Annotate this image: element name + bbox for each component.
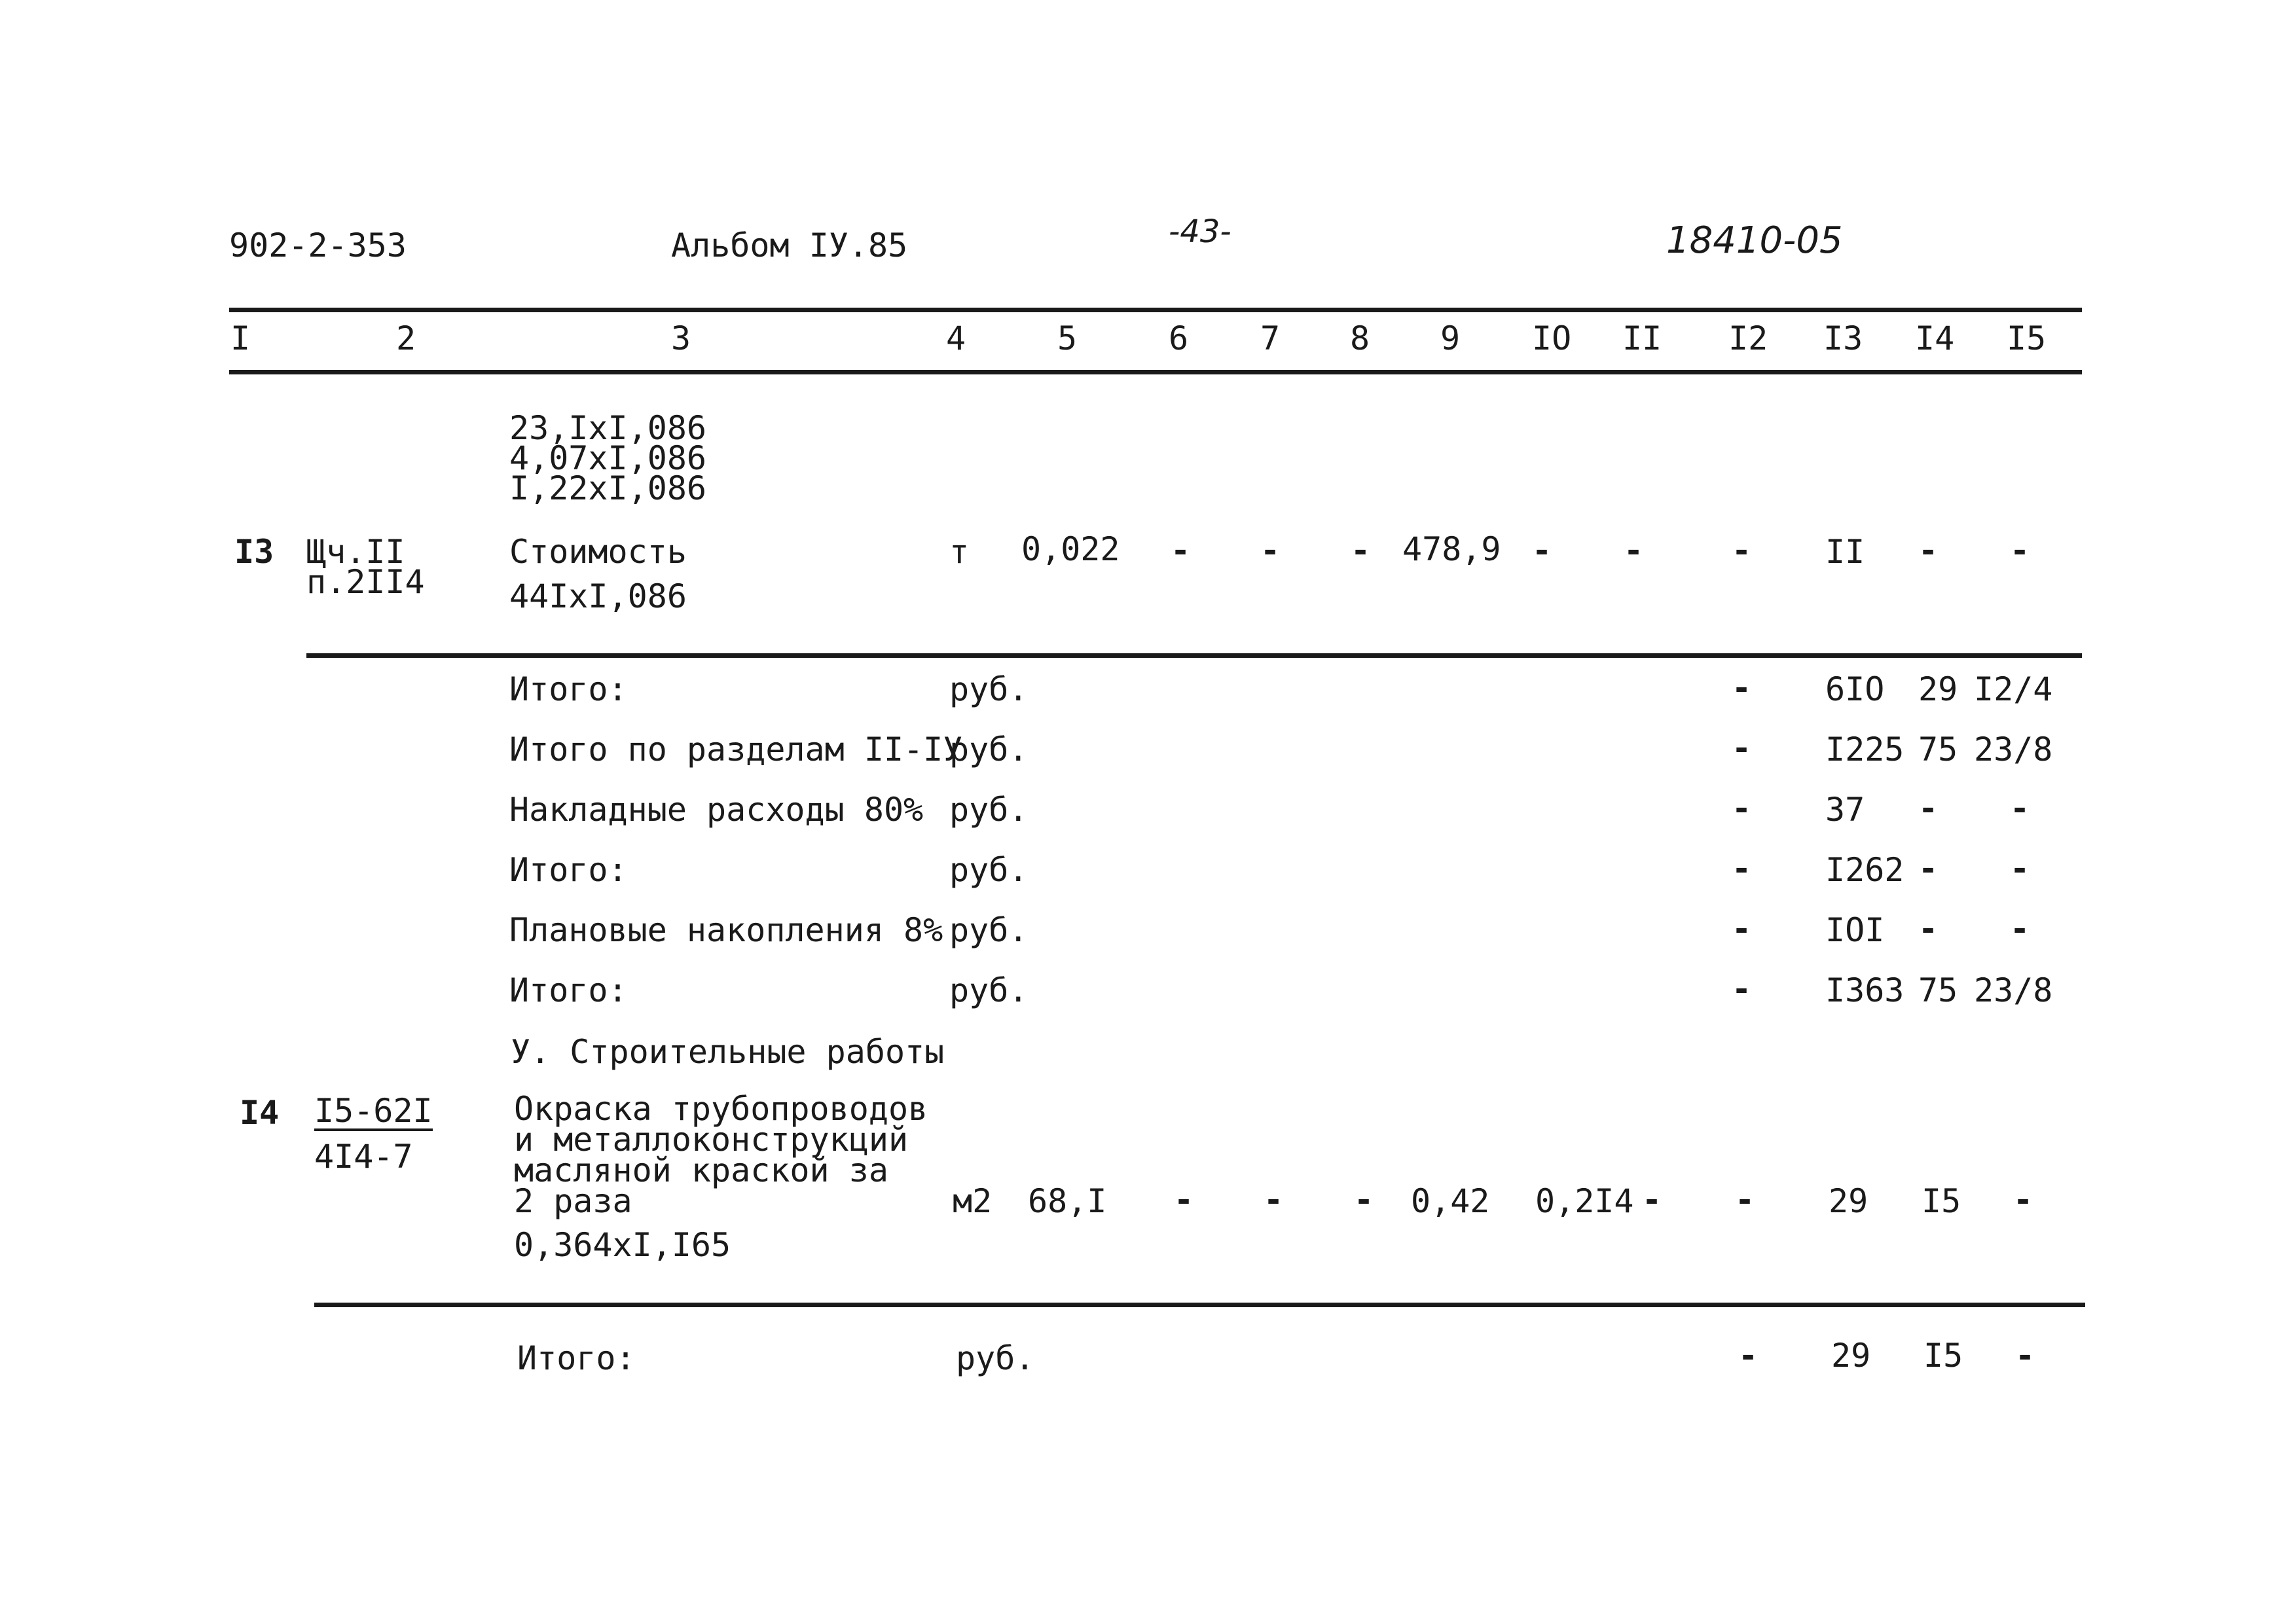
summary-c14: -	[1918, 789, 1939, 827]
final-total-c15: -	[2015, 1337, 2035, 1375]
summary-c13: I363	[1825, 971, 1904, 1009]
summary-label: Итого:	[509, 851, 628, 889]
row-c7: -	[1260, 532, 1281, 569]
summary-label: Накладные расходы 80%	[509, 791, 924, 829]
summary-c13: IOI	[1825, 911, 1885, 949]
col-header-8: 8	[1350, 319, 1370, 357]
row-name: Стоимость	[509, 533, 687, 571]
row-c9: 0,42	[1411, 1182, 1490, 1220]
row-c12: -	[1735, 1181, 1755, 1219]
row-c6: -	[1171, 532, 1191, 569]
row-c8: -	[1354, 1181, 1374, 1219]
calc-line: 4,07xI,086	[509, 439, 707, 477]
summary-unit: руб.	[949, 670, 1029, 708]
row-c7: -	[1264, 1181, 1284, 1219]
col-header-13: I3	[1823, 319, 1863, 357]
summary-unit: руб.	[949, 911, 1029, 949]
summary-c14: -	[1918, 910, 1939, 948]
col-header-12: I2	[1728, 319, 1768, 357]
section-rule	[306, 653, 2082, 658]
section-title: У. Строительные работы	[511, 1033, 945, 1071]
summary-label: Итого:	[509, 971, 628, 1009]
summary-c15: -	[2010, 789, 2030, 827]
row-code-line1: Щч.II	[306, 533, 405, 571]
row-c9: 478,9	[1402, 530, 1501, 568]
col-header-11: II	[1622, 319, 1662, 357]
summary-label: Плановые накопления 8%	[509, 911, 943, 949]
row-code-line2: п.2II4	[306, 563, 425, 601]
col-header-5: 5	[1057, 319, 1078, 357]
row-c8: -	[1351, 532, 1371, 569]
summary-c13: I225	[1825, 731, 1904, 768]
final-total-c14: I5	[1923, 1337, 1963, 1375]
row-code-line2: 4I4-7	[314, 1138, 413, 1176]
row-qty: 68,I	[1028, 1182, 1107, 1220]
summary-c13: 6IO	[1825, 670, 1885, 708]
row-c12: -	[1732, 532, 1752, 569]
summary-c12: -	[1732, 729, 1752, 767]
summary-unit: руб.	[949, 851, 1029, 889]
summary-c12: -	[1732, 850, 1752, 888]
row-name-line: масляной краской за	[514, 1151, 888, 1189]
summary-c14: 75	[1918, 971, 1958, 1009]
row-c10: -	[1532, 532, 1552, 569]
col-header-15: I5	[2007, 319, 2047, 357]
row-c13: 29	[1829, 1182, 1868, 1220]
final-total-unit: руб.	[956, 1339, 1035, 1377]
summary-c12: -	[1732, 970, 1752, 1008]
summary-c12: -	[1732, 669, 1752, 707]
row-c14: -	[1918, 532, 1939, 569]
col-header-14: I4	[1915, 319, 1955, 357]
final-total-c13: 29	[1831, 1337, 1871, 1375]
summary-label: Итого:	[509, 670, 628, 708]
row-name-line: Окраска трубопроводов	[514, 1090, 928, 1128]
summary-c15: 23/8	[1974, 971, 2053, 1009]
col-header-6: 6	[1169, 319, 1189, 357]
row-name-line: и металлоконструкций	[514, 1121, 909, 1159]
header-bottom-rule	[229, 370, 2082, 374]
row-c6: -	[1174, 1181, 1194, 1219]
summary-c15: 23/8	[1974, 731, 2053, 768]
row-code-line1: I5-62I	[314, 1092, 433, 1130]
row-c11: -	[1624, 532, 1644, 569]
col-header-2: 2	[396, 319, 416, 357]
final-rule	[314, 1303, 2085, 1307]
summary-c13: I262	[1825, 851, 1904, 889]
row-c11: -	[1642, 1181, 1662, 1219]
final-total-c12: -	[1738, 1337, 1758, 1375]
col-header-3: 3	[671, 319, 691, 357]
final-total-label: Итого:	[517, 1339, 636, 1377]
header-top-rule	[229, 308, 2082, 312]
summary-c12: -	[1732, 910, 1752, 948]
col-header-7: 7	[1260, 319, 1281, 357]
calc-line: I,22xI,086	[509, 469, 707, 507]
summary-c15: I2/4	[1974, 670, 2053, 708]
summary-c14: -	[1918, 850, 1939, 888]
doc-code: 902-2-353	[229, 226, 407, 264]
row-c10: 0,2I4	[1535, 1182, 1634, 1220]
row-c14: I5	[1922, 1182, 1961, 1220]
row-unit: т	[949, 533, 970, 571]
col-header-9: 9	[1440, 319, 1461, 357]
row-name-line: 2 раза	[514, 1182, 632, 1220]
col-header-4: 4	[946, 319, 966, 357]
row-number: I4	[240, 1094, 280, 1132]
calc-line: 23,IxI,086	[509, 409, 707, 447]
row-c15: -	[2010, 532, 2030, 569]
summary-c12: -	[1732, 789, 1752, 827]
col-header-1: I	[230, 319, 251, 357]
summary-unit: руб.	[949, 791, 1029, 829]
summary-unit: руб.	[949, 971, 1029, 1009]
summary-c13: 37	[1825, 791, 1865, 829]
row-c15: -	[2013, 1181, 2033, 1219]
summary-c15: -	[2010, 910, 2030, 948]
summary-c14: 29	[1918, 670, 1958, 708]
col-header-10: IO	[1532, 319, 1572, 357]
row-calc: 44IxI,086	[509, 577, 687, 615]
summary-c15: -	[2010, 850, 2030, 888]
sheet-code: 18410-05	[1666, 219, 1843, 262]
row-calc: 0,364xI,I65	[514, 1226, 731, 1264]
row-number: I3	[234, 533, 274, 571]
album-label: Альбом IУ.85	[671, 226, 908, 264]
summary-unit: руб.	[949, 731, 1029, 768]
row-qty: 0,022	[1021, 530, 1120, 568]
page-number: -43-	[1169, 213, 1231, 250]
row-c13: II	[1825, 533, 1865, 571]
summary-label: Итого по разделам II-IУ	[509, 731, 963, 768]
row-unit: м2	[953, 1182, 993, 1220]
summary-c14: 75	[1918, 731, 1958, 768]
